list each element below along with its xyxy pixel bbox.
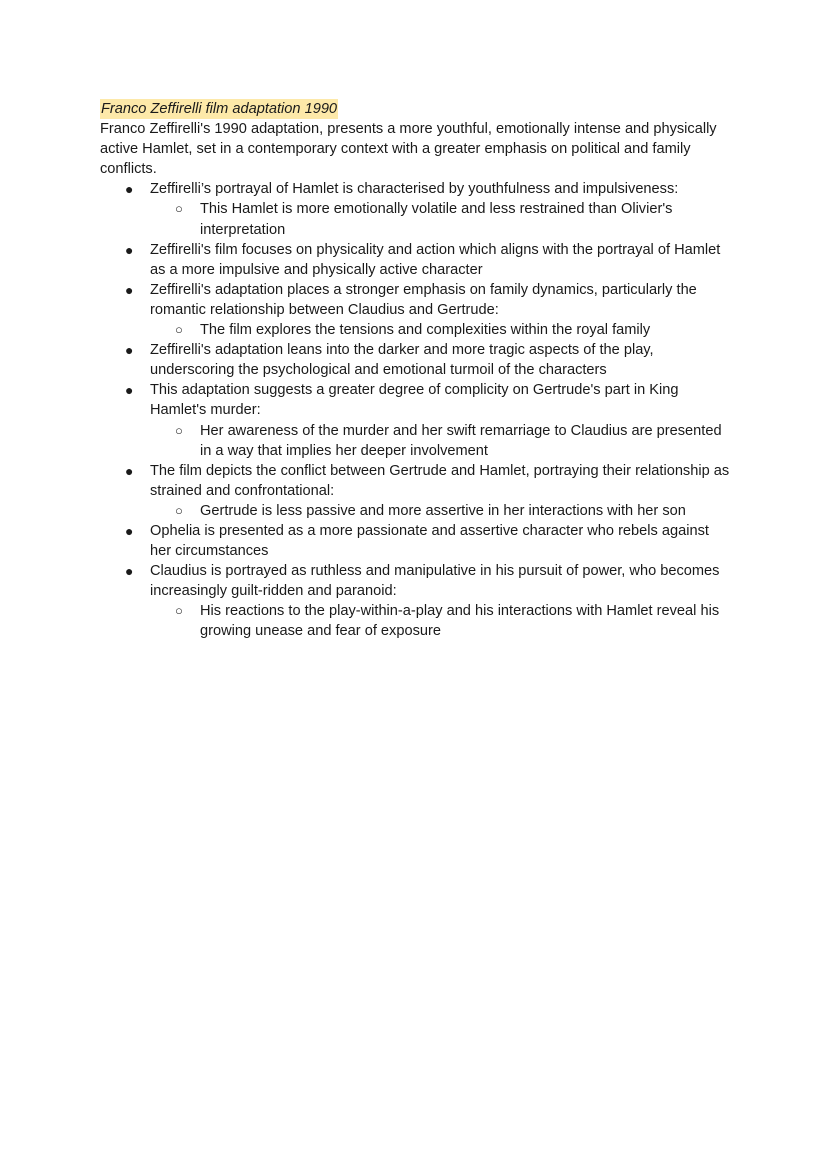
bullet-dot-icon: ● bbox=[125, 382, 134, 399]
bullet-item bbox=[100, 179, 730, 239]
bullet-item bbox=[100, 521, 730, 561]
hollow-circle-icon: ○ bbox=[175, 322, 183, 338]
sub-bullet-text: This Hamlet is more emotionally volatile and less restrained than Olivier's interpretation bbox=[200, 201, 673, 238]
bullet-text: Zeffirelli's adaptation places a stronger emphasis on family dynamics, particularly the romantic relationship between Claudius and Gertrude: bbox=[150, 281, 697, 318]
sub-bullet-item bbox=[150, 601, 730, 641]
sub-bullet-text: The film explores the tensions and complexities within the royal family bbox=[200, 322, 651, 339]
bullet-item bbox=[100, 561, 730, 641]
sub-bullet-item bbox=[150, 199, 730, 239]
sub-bullet-item bbox=[150, 501, 730, 521]
hollow-circle-icon: ○ bbox=[175, 201, 183, 217]
bullet-dot-icon: ● bbox=[125, 563, 134, 580]
sub-bullet-list bbox=[150, 320, 730, 340]
document-page bbox=[100, 99, 730, 642]
bullet-text: Ophelia is presented as a more passionate and assertive character who rebels against her circumstances bbox=[150, 522, 709, 560]
sub-bullet-text: Her awareness of the murder and her swift remarriage to Claudius are presented in a way that implies her deeper involvement bbox=[200, 422, 722, 459]
sub-bullet-text: His reactions to the play-within-a-play and his interactions with Hamlet reveal his growing unease and fear of exposure bbox=[200, 603, 720, 640]
sub-bullet-list bbox=[150, 421, 730, 461]
bullet-dot-icon: ● bbox=[125, 342, 134, 359]
sub-bullet-list bbox=[150, 601, 730, 641]
bullet-item bbox=[100, 280, 730, 340]
bullet-dot-icon: ● bbox=[125, 181, 134, 198]
bullet-item bbox=[100, 240, 730, 280]
intro-paragraph: Franco Zeffirelli's 1990 adaptation, presents a more youthful, emotionally intense and physically active Hamlet, set in a contemporary context with a greater emphasis on political and family conflicts. bbox=[100, 121, 717, 178]
bullet-text: Zeffirelli's adaptation leans into the darker and more tragic aspects of the play, underscoring the psychological and emotional turmoil of the characters bbox=[150, 342, 654, 379]
section-heading: Franco Zeffirelli film adaptation 1990 bbox=[100, 99, 338, 119]
bullet-item bbox=[100, 380, 730, 460]
hollow-circle-icon: ○ bbox=[175, 502, 183, 518]
bullet-dot-icon: ● bbox=[125, 241, 134, 258]
bullet-item bbox=[100, 461, 730, 521]
hollow-circle-icon: ○ bbox=[175, 422, 183, 438]
sub-bullet-item bbox=[150, 421, 730, 461]
sub-bullet-list bbox=[150, 501, 730, 521]
bullet-list bbox=[100, 179, 730, 641]
bullet-dot-icon: ● bbox=[125, 462, 134, 479]
bullet-text: Claudius is portrayed as ruthless and manipulative in his pursuit of power, who becomes increasingly guilt-ridden and paranoid: bbox=[150, 563, 720, 600]
sub-bullet-list bbox=[150, 199, 730, 239]
bullet-item bbox=[100, 340, 730, 380]
bullet-text: Zeffirelli’s portrayal of Hamlet is characterised by youthfulness and impulsiveness: bbox=[150, 181, 679, 198]
bullet-text: This adaptation suggests a greater degree of complicity on Gertrude's part in King Hamlet's murder: bbox=[150, 382, 679, 419]
bullet-dot-icon: ● bbox=[125, 522, 134, 539]
sub-bullet-item bbox=[150, 320, 730, 340]
bullet-text: Zeffirelli's film focuses on physicality and action which aligns with the portrayal of Hamlet as a more impulsive and physically active character bbox=[150, 241, 721, 278]
hollow-circle-icon: ○ bbox=[175, 603, 183, 619]
bullet-dot-icon: ● bbox=[125, 281, 134, 298]
sub-bullet-text: Gertrude is less passive and more assertive in her interactions with her son bbox=[200, 502, 686, 519]
bullet-text: The film depicts the conflict between Gertrude and Hamlet, portraying their relationship as strained and confrontational: bbox=[150, 462, 730, 499]
